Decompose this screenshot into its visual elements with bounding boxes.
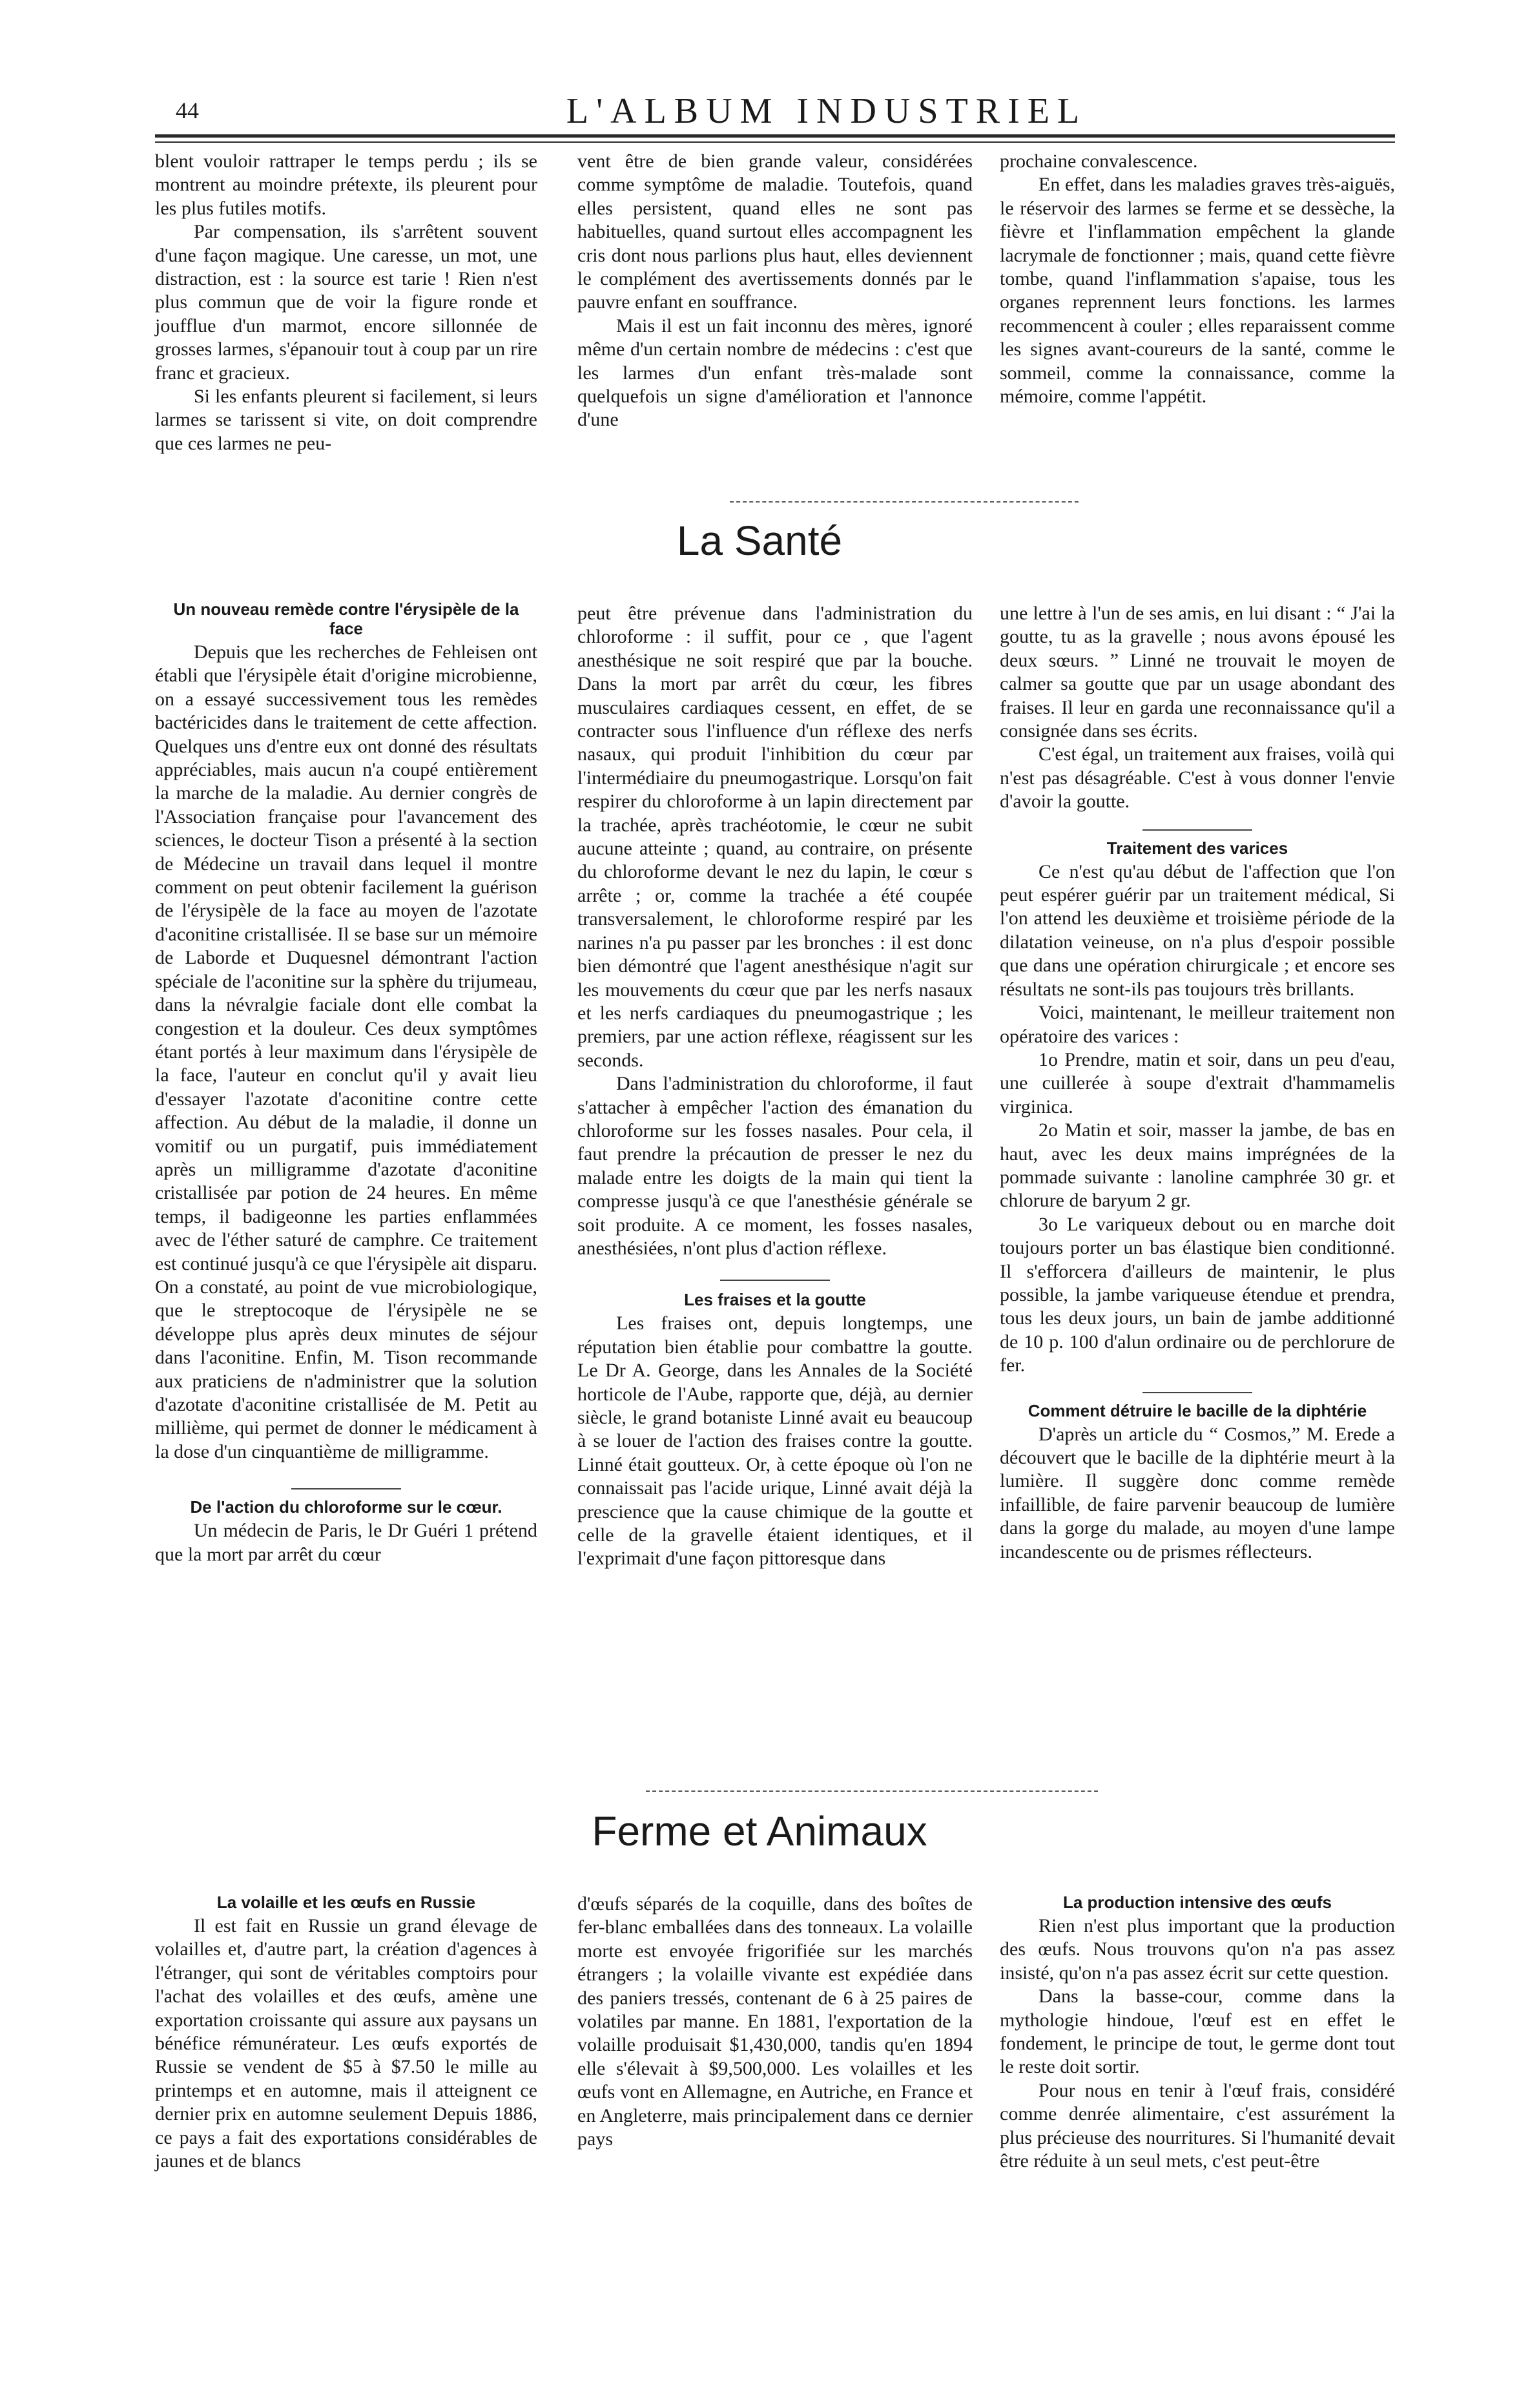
paragraph: Il est fait en Russie un grand élevage de volailles et, d'autre part, la création d'agences à l'étranger, qui sont de véritables comptoirs pour l'achat des volailles et des œufs, amène une exportation croissante qui assure aux paysans un bénéfice rémunérateur. Les œufs exportés de Russie se vendent de $5 à $7.50 le mille au printemps et en automne, mais il atteignent ce dernier prix en automne seulement Depuis 1886, ce pays a fait des exportations considérables de jaunes et de blancs	[155, 1915, 537, 2172]
ferme-column-1	[155, 1893, 537, 2173]
paragraph: En effet, dans les maladies graves très-aiguës, le réservoir des larmes se ferme et se dessèche, la fièvre et l'inflammation empêchent la glande lacrymale de fonctionner ; mais, quand cette fièvre tombe, quand l'inflammation s'apaise, tous les organes reprennent leurs fonctions. les larmes recommencent à couler ; elles reparaissent comme les signes avant-coureurs de la santé, comme le sommeil, comme la connaissance, comme la mémoire, comme l'appétit.	[1000, 174, 1395, 408]
paragraph: 1o Prendre, matin et soir, dans un peu d'eau, une cuillerée à soupe d'extrait d'hammamelis virginica.	[1000, 1048, 1395, 1117]
article-heading: Les fraises et la goutte	[684, 1290, 866, 1310]
journal-title: L'ALBUM INDUSTRIEL	[566, 91, 1088, 131]
article-divider	[291, 1488, 401, 1489]
article-divider	[720, 1280, 830, 1281]
article-divider	[1142, 1392, 1252, 1393]
ferme-column-2	[577, 1893, 973, 2151]
paragraph: Les fraises ont, depuis longtemps, une réputation bien établie pour combattre la goutte. Le Dr A. George, dans les Annales de la Société horticole de l'Aube, rapporte que, déjà, au dernier siècle, le grand botaniste Linné avait eu beaucoup à se louer de l'action des fraises contre la goutte. Linné était goutteux. Or, à cette époque où l'on ne connaissait pas l'acide urique, Linné avait déjà la prescience que la cause chimique de la goutte et celle de la gravelle étaient identiques, et il l'exprimait d'une façon pittoresque dans	[577, 1313, 973, 1570]
article-heading: Un nouveau remède contre l'érysipèle de la face	[173, 599, 519, 638]
sante-column-3	[1000, 602, 1395, 1564]
paragraph: Rien n'est plus important que la production des œufs. Nous trouvons qu'on n'a pas assez insisté, qu'on n'a pas assez écrit sur cette question.	[1000, 1915, 1395, 1984]
paragraph: Un médecin de Paris, le Dr Guéri 1 prétend que la mort par arrêt du cœur	[155, 1520, 537, 1565]
section-title-ferme: Ferme et Animaux	[592, 1808, 927, 1854]
section-separator	[730, 501, 1079, 503]
paragraph: Ce n'est qu'au début de l'affection que l'on peut espérer guérir par un traitement médical, Si l'on attend les deuxième et troisième période de la dilatation veineuse, on n'a plus d'espoir possible que dans une opération chirurgicale ; et encore ses résultats ne sont-ils pas toujours très brillants.	[1000, 860, 1395, 1000]
page-number: 44	[176, 98, 199, 123]
sante-column-2	[577, 602, 973, 1571]
paragraph: Par compensation, ils s'arrêtent souvent d'une façon magique. Une caresse, un mot, une distraction, est : la source est tarie ! Rien n'est plus commun que de voir la figure ronde et joufflue d'un marmot, encore sillonnée de grosses larmes, s'épanouir tout à coup par un rire franc et gracieux.	[155, 221, 537, 384]
paragraph: blent vouloir rattraper le temps perdu ; ils se montrent au moindre prétexte, ils pleurent pour les plus futiles motifs.	[155, 150, 537, 219]
section-separator	[646, 1790, 1098, 1792]
paragraph: vent être de bien grande valeur, considérées comme symptôme de maladie. Toutefois, quand elles persistent, quand elles ne sont pas habituelles, quand surtout elles accompagnent les cris dont nous parlions plus haut, elles deviennent le complément des avertissements donnés par le pauvre enfant en souffrance.	[577, 150, 973, 313]
section-title-sante: La Santé	[676, 517, 843, 564]
sante-column-1	[155, 599, 537, 1566]
article-heading: La volaille et les œufs en Russie	[216, 1893, 476, 1912]
paragraph: Dans la basse-cour, comme dans la mythologie hindoue, l'œuf est en effet le fondement, le principe de tout, le germe dont tout le reste doit sortir.	[1000, 1986, 1395, 2078]
article-heading: De l'action du chloroforme sur le cœur.	[190, 1497, 502, 1517]
paragraph: une lettre à l'un de ses amis, en lui disant : “ J'ai la goutte, tu as la gravelle ; nous avons épousé les deux sœurs. ” Linné ne trouvait le moyen de calmer sa goutte que par un usage abondant des fraises. Il leur en garda une reconnaissance qu'il a consignée dans ses écrits.	[1000, 603, 1395, 742]
paragraph: 3o Le variqueux debout ou en marche doit toujours porter un bas élastique bien conditionné. Il s'efforcera d'ailleurs de maintenir, le plus possible, la jambe variqueuse étendue et prendra, tous les deux jours, un bain de jambe additionné de 10 p. 100 d'alun ordinaire ou de perchlorure de fer.	[1000, 1213, 1395, 1376]
paragraph: 2o Matin et soir, masser la jambe, de bas en haut, avec les deux mains imprégnées de la pommade suivante : lanoline camphrée 30 gr. et chlorure de baryum 2 gr.	[1000, 1119, 1395, 1212]
paragraph: Dans l'administration du chloroforme, il faut s'attacher à empêcher l'action des émanation du chloroforme sur les fosses nasales. Pour cela, il faut prendre la précaution de presser le nez du malade entre les doigts de la main qui tient la compresse jusqu'à ce que l'anesthésie générale se soit produite. A ce moment, les fosses nasales, anesthésiées, n'ont plus d'action réflexe.	[577, 1073, 973, 1259]
ferme-column-3	[1000, 1893, 1395, 2173]
article-heading: La production intensive des œufs	[1062, 1893, 1332, 1912]
paragraph: C'est égal, un traitement aux fraises, voilà qui n'est pas désagréable. C'est à vous donner l'envie d'avoir la goutte.	[1000, 743, 1395, 813]
paragraph: Pour nous en tenir à l'œuf frais, considéré comme denrée alimentaire, c'est assurément la plus précieuse des nourritures. Si l'humanité devait être réduite à un seul mets, c'est peut-être	[1000, 2079, 1395, 2172]
article-heading: Traitement des varices	[1106, 838, 1288, 858]
paragraph: prochaine convalescence.	[1000, 150, 1198, 172]
paragraph: d'œufs séparés de la coquille, dans des boîtes de fer-blanc emballées dans des tonneaux. La volaille morte est envoyée frigorifiée sur les marchés étrangers ; la volaille vivante est expédiée dans des paniers tressés, contenant de 6 à 25 paires de volatiles par manne. En 1881, l'exportation de la volaille produisait $1,430,000, tandis qu'en 1894 elle s'élevait à $9,500,000. Les volailles et les œufs vont en Allemagne, en Autriche, en France et en Angleterre, mais principalement dans ce dernier pays	[577, 1893, 973, 2150]
paragraph: peut être prévenue dans l'administration du chloroforme : il suffit, pour ce , que l'agent anesthésique ne soit respiré que par la bouche. Dans la mort par arrêt du cœur, les fibres musculaires cardiaques cessent, en effet, de se contracter sous l'influence d'un réflexe des nerfs nasaux, qui produit l'inhibition du cœur par l'intermédiaire du pneumogastrique. Lorsqu'on fait respirer du chloroforme à un lapin directement par la trachée, après trachéotomie, le cœur ne subit aucune atteinte ; quand, au contraire, on présente du chloroforme devant le nez du lapin, le cœur s arrête ; or, comme la trachée a été coupée transversalement, le chloroforme respiré par les narines n'a pu passer par les bronches : il est donc bien démontré que l'agent anesthésique n'agit sur les mouvements du cœur que par les nerfs nasaux et les nerfs cardiaques du pneumogastrique ; les premiers, par une action réflexe, réagissent sur les seconds.	[577, 603, 973, 1071]
top-column-2	[577, 150, 973, 432]
paragraph: Voici, maintenant, le meilleur traitement non opératoire des varices :	[1000, 1002, 1395, 1047]
article-divider	[1142, 829, 1252, 831]
top-column-3	[1000, 150, 1395, 408]
header-rule-thick	[155, 134, 1395, 138]
paragraph: Si les enfants pleurent si facilement, si leurs larmes se tarissent si vite, on doit comprendre que ces larmes ne peu-	[155, 386, 537, 454]
article-heading: Comment détruire le bacille de la diphtérie	[1028, 1400, 1367, 1420]
paragraph: D'après un article du “ Cosmos,” M. Erede a découvert que le bacille de la diphtérie meurt à la lumière. Il suggère donc comme remède infaillible, de faire parvenir beaucoup de lumière dans la gorge du malade, au moyen d'une lampe incandescente ou de prismes réflecteurs.	[1000, 1423, 1395, 1562]
paragraph: Mais il est un fait inconnu des mères, ignoré même d'un certain nombre de médecins : c'est que les larmes d'un enfant très-malade sont quelquefois un signe d'amélioration et l'annonce d'une	[577, 315, 973, 431]
header-rule-thin	[155, 141, 1395, 143]
paragraph: Depuis que les recherches de Fehleisen ont établi que l'érysipèle était d'origine microbienne, on a essayé successivement tous les remèdes bactéricides dans le traitement de cette affection. Quelques uns d'entre eux ont donné des résultats appréciables, mais aucun n'a coupé entièrement la marche de la maladie. Au dernier congrès de l'Association française pour l'avancement des sciences, le docteur Tison a présenté à la section de Médecine un travail dans lequel il montre comment on peut obtenir facilement la guérison de l'érysipèle de la face au moyen de l'azotate d'aconitine cristallisée. Il se base sur un mémoire de Laborde et Duquesnel démontrant l'action spéciale de l'aconitine sur la sphère du trijumeau, dans la névralgie faciale dont elle combat la congestion et la douleur. Ces deux symptômes étant portés à leur maximum dans l'érysipèle de la face, l'auteur en conclut qu'il y avait lieu d'essayer l'azotate d'aconitine contre cette affection. Au début de la maladie, il donne un vomitif ou un purgatif, puis immédiatement après un milligramme d'azotate d'aconitine cristallisée par potion de 24 heures. En même temps, il badigeonne les parties enflammées avec de l'éther saturé de camphre. Ce traitement est continué jusqu'à ce que l'érysipèle ait disparu. On a constaté, au point de vue microbiologique, que le streptocoque de l'érysipèle ne se développe plus après deux minutes de séjour dans l'aconitine. Enfin, M. Tison recommande aux praticiens de n'administrer que la solution d'azotate d'aconitine cristallisée de M. Petit au millième, qui permet de donner le médicament à la dose d'un cinquantième de milligramme.	[155, 641, 537, 1462]
top-column-1	[155, 150, 537, 455]
